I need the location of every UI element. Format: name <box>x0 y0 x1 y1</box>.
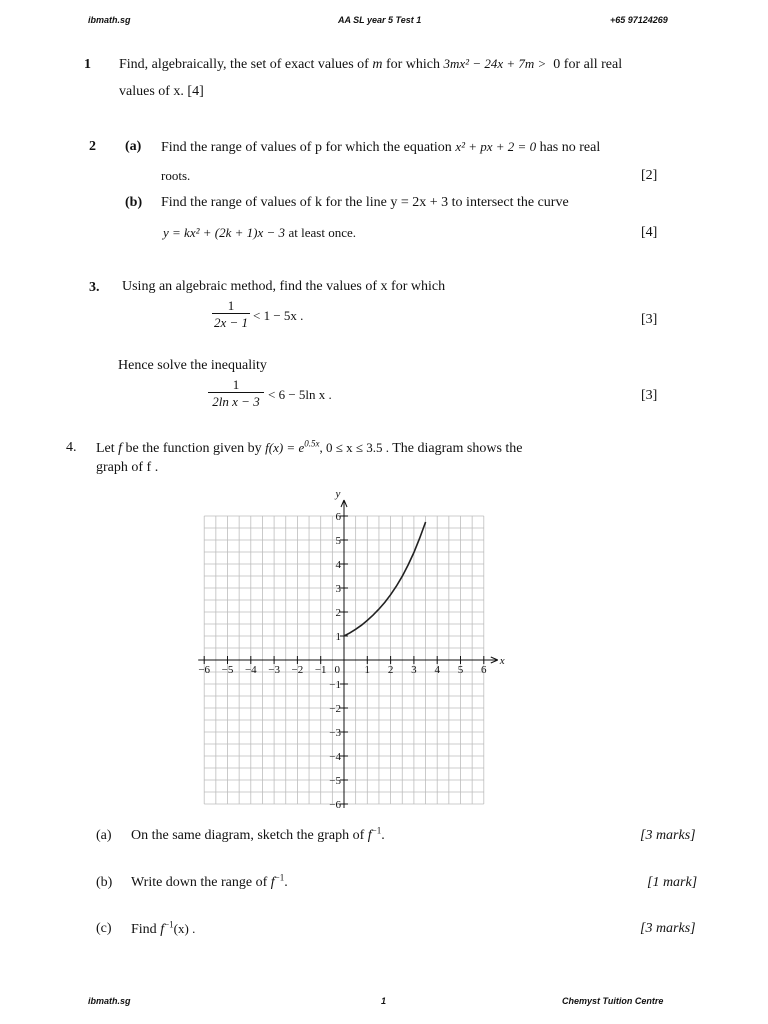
q2b-label: (b) <box>125 195 143 210</box>
q2a-label: (a) <box>125 139 142 154</box>
q4-line1: Let f be the function given by $f(x) = e^{0.5x}$, 0 ≤ x ≤ 3.5 . The diagram shows the <box>96 438 523 456</box>
x-tick-label: 2 <box>387 664 394 676</box>
q3-number: 3. <box>89 280 100 295</box>
q3-inequality-2-rhs: < 6 − 5ln x . <box>268 387 332 402</box>
q4c-label: (c) <box>96 921 112 936</box>
header-right: +65 97124269 <box>610 15 668 25</box>
x-tick-label: −6 <box>198 664 211 676</box>
q4c-marks: [3 marks] <box>640 921 696 936</box>
q2a-line1: Find the range of values of p for which the equation x² + px + 2 = 0 has no real <box>161 139 601 155</box>
page-footer <box>0 996 768 1010</box>
footer-right: Chemyst Tuition Centre <box>562 996 664 1006</box>
q3-fraction-2: $\frac{1}{\text{2ln x − 3}}$ <box>208 377 264 409</box>
x-tick-label: 5 <box>457 664 464 676</box>
q3-inequality-1-rhs: < 1 − 5x . <box>253 308 304 323</box>
q3-marks-1: [3] <box>641 312 658 327</box>
q2b-line2: y = kx² + (2k + 1)x − 3 at least once. <box>163 225 356 240</box>
origin-label: 0 <box>334 664 340 676</box>
y-tick-label: 5 <box>335 535 341 547</box>
q4a-text: On the same diagram, sketch the graph of $f^{-1}$. <box>131 825 385 843</box>
q4c-text: Find $f^{-1}(x)$ . <box>131 919 196 937</box>
q2-number: 2 <box>89 139 96 154</box>
q4-function-definition: f(x) = e <box>265 440 305 455</box>
y-tick-label: 4 <box>335 559 341 571</box>
q3-marks-2: [3] <box>641 388 658 403</box>
q2b-equation: y = kx² + (2k + 1)x − 3 <box>163 225 285 240</box>
y-tick-label: 1 <box>335 631 341 643</box>
y-tick-label: −6 <box>329 799 341 811</box>
x-tick-label: −4 <box>244 664 257 676</box>
x-tick-label: 4 <box>434 664 440 676</box>
y-axis-label: y <box>335 488 341 500</box>
q2a-marks: [2] <box>641 168 658 183</box>
y-tick-label: −4 <box>329 751 341 763</box>
footer-page-number: 1 <box>381 996 387 1006</box>
x-tick-label: 1 <box>364 664 371 676</box>
q1-expression: 3mx² − 24x + 7m > <box>443 56 547 71</box>
y-tick-label: 3 <box>335 583 341 595</box>
y-tick-label: −1 <box>329 679 341 691</box>
q3-hence: Hence solve the inequality <box>118 358 267 373</box>
q2b-line1: Find the range of values of k for the line y = 2x + 3 to intersect the curve <box>161 195 569 210</box>
q2a-line2: roots. <box>161 168 191 183</box>
q2b-marks: [4] <box>641 225 658 240</box>
x-axis-label: x <box>499 655 505 667</box>
footer-left: ibmath.sg <box>88 996 131 1006</box>
q4-line2: graph of f . <box>96 460 159 475</box>
y-tick-label: 6 <box>335 511 341 523</box>
q4b-text: Write down the range of $f^{-1}$. <box>131 872 288 890</box>
q4-number: 4. <box>66 440 77 455</box>
x-tick-label: −1 <box>314 664 327 676</box>
y-tick-label: −2 <box>329 703 341 715</box>
x-tick-label: −3 <box>268 664 280 676</box>
x-tick-label: 3 <box>411 664 417 676</box>
header-center: AA SL year 5 Test 1 <box>338 15 422 25</box>
curve-f <box>344 522 426 636</box>
q4b-marks: [1 mark] <box>647 875 698 890</box>
y-tick-label: −5 <box>329 775 341 787</box>
q3-fraction-1: $\frac{1}{2x - 1}$ <box>213 298 249 330</box>
q2a-equation: x² + px + 2 = 0 <box>455 139 537 154</box>
q1-line2: values of x. [4] <box>119 84 204 99</box>
q1-line1: Find, algebraically, the set of exact values of m for which 3mx² − 24x + 7m > 0 for all real <box>119 56 623 72</box>
x-tick-label: −2 <box>291 664 304 676</box>
y-tick-label: 2 <box>335 607 341 619</box>
q4a-marks: [3 marks] <box>640 828 696 843</box>
q3-text: Using an algebraic method, find the values of x for which <box>122 279 446 294</box>
q4b-label: (b) <box>96 875 113 890</box>
x-tick-label: −5 <box>221 664 234 676</box>
q1-number: 1 <box>84 57 91 72</box>
header-left: ibmath.sg <box>88 15 131 25</box>
x-tick-label: 6 <box>481 664 487 676</box>
q4a-label: (a) <box>96 828 112 843</box>
y-tick-label: −3 <box>329 727 341 739</box>
